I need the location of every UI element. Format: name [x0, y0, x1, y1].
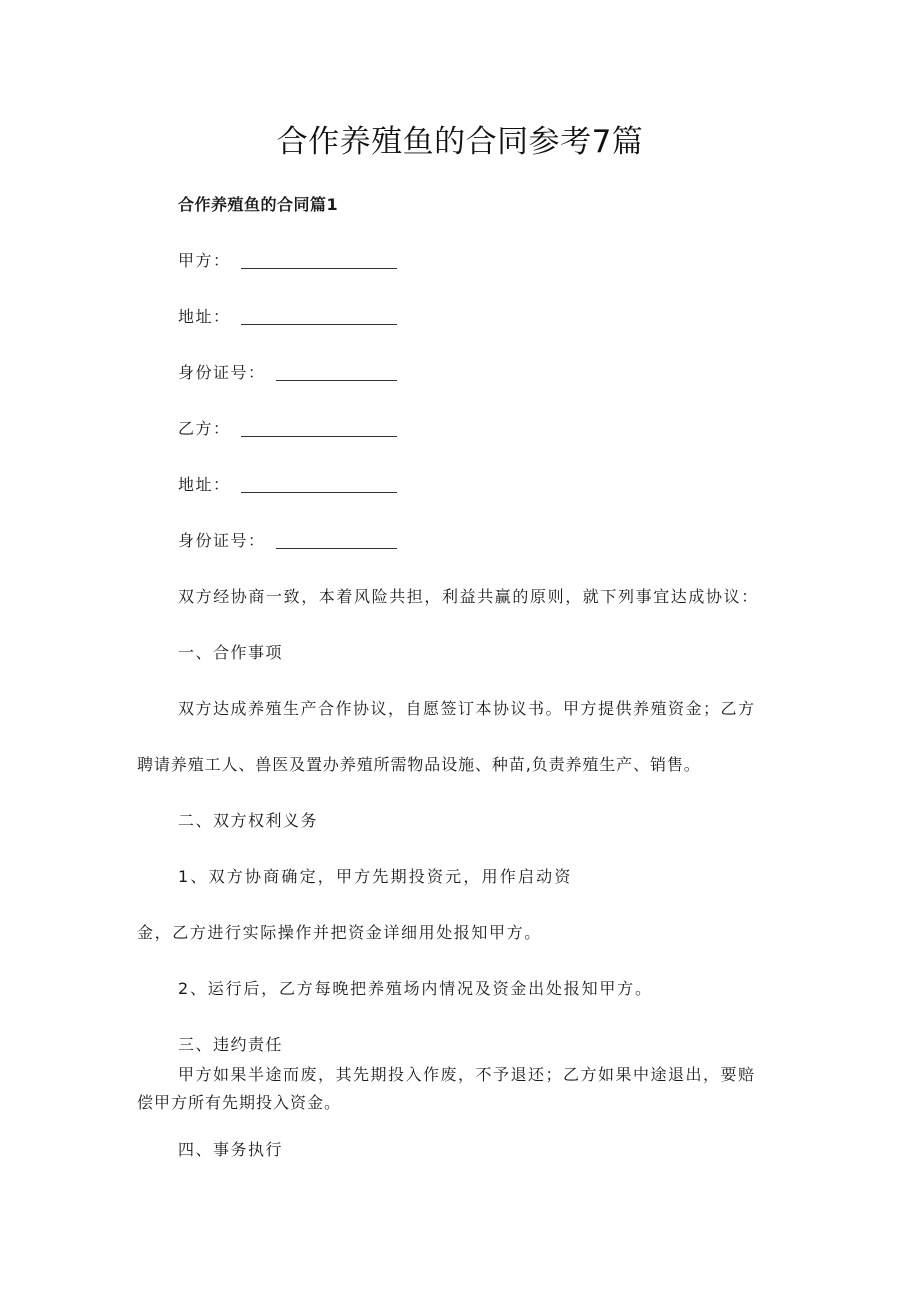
clause2-heading: 二、双方权利义务	[178, 811, 319, 830]
party-a-address-blank[interactable]	[241, 324, 397, 325]
party-a-label: 甲方：	[178, 251, 231, 270]
party-a-id-label: 身份证号：	[178, 363, 266, 382]
party-b-blank[interactable]	[241, 436, 397, 437]
party-b-address-label: 地址：	[178, 475, 231, 494]
party-a-address-label: 地址：	[178, 307, 231, 326]
clause2-item2: 2、运行后，乙方每晚把养殖场内情况及资金出处报知甲方。	[178, 979, 653, 998]
clause1-heading: 一、合作事项	[178, 643, 284, 662]
clause3-text-line2: 偿甲方所有先期投入资金。	[137, 1093, 342, 1112]
party-b-address-blank[interactable]	[241, 492, 397, 493]
clause3-text-line1: 甲方如果半途而废，其先期投入作废，不予退还；乙方如果中途退出，要赔	[178, 1065, 756, 1084]
section-heading: 合作养殖鱼的合同篇1	[178, 195, 339, 214]
clause1-text-line2: 聘请养殖工人、兽医及置办养殖所需物品设施、种苗,负责养殖生产、销售。	[137, 755, 701, 774]
party-b-id-blank[interactable]	[276, 548, 397, 549]
party-b-id-label: 身份证号：	[178, 531, 266, 550]
party-b-label: 乙方：	[178, 419, 231, 438]
clause1-text-line1: 双方达成养殖生产合作协议，自愿签订本协议书。甲方提供养殖资金；乙方	[178, 699, 756, 718]
party-a-blank[interactable]	[241, 268, 397, 269]
clause3-heading: 三、违约责任	[178, 1035, 284, 1054]
clause2-item1-line1: 1、双方协商确定，甲方先期投资元，用作启动资	[178, 867, 573, 886]
clause4-heading: 四、事务执行	[178, 1140, 284, 1159]
document-title: 合作养殖鱼的合同参考7篇	[276, 124, 644, 160]
party-a-id-blank[interactable]	[276, 380, 397, 381]
intro-paragraph: 双方经协商一致，本着风险共担，利益共赢的原则，就下列事宜达成协议：	[178, 587, 759, 606]
clause2-item1-line2: 金，乙方进行实际操作并把资金详细用处报知甲方。	[137, 923, 542, 942]
